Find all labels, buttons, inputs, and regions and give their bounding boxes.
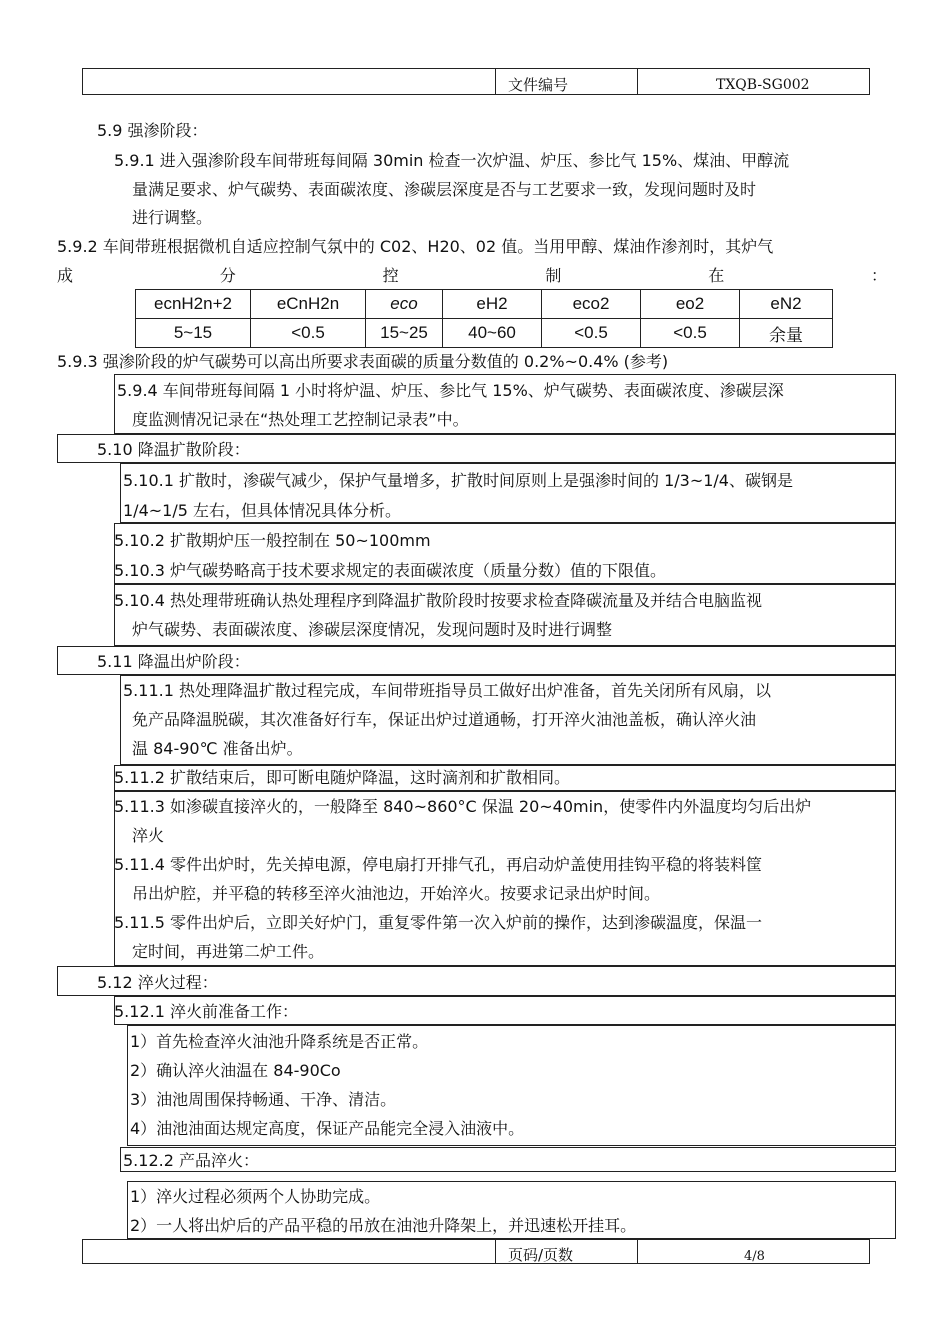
spread-char: ： <box>870 266 887 285</box>
header-divider-2 <box>637 68 638 95</box>
list-item: 4）油池油面达规定高度，保证产品能完全浸入油液中。 <box>130 1119 525 1138</box>
para-5-10-4-line2: 炉气碳势、表面碳浓度、渗碳层深度情况，发现问题时及时进行调整 <box>132 620 613 639</box>
para-5-11-4-line1: 5.11.4 零件出炉时，先关掉电源，停电扇打开排气孔，再启动炉盖使用挂钩平稳的将装料筐 <box>114 855 762 874</box>
table-header-cell: eN2 <box>740 290 833 319</box>
table-cell: 5~15 <box>136 319 251 348</box>
para-5-11-2: 5.11.2 扩散结束后，即可断电随炉降温，这时滴剂和扩散相同。 <box>114 768 570 787</box>
section-5-12-title: 5.12 淬火过程： <box>97 973 218 992</box>
table-header-cell: eH2 <box>443 290 542 319</box>
list-item: 1）淬火过程必须两个人协助完成。 <box>130 1187 381 1206</box>
doc-number-label: 文件编号 <box>508 76 569 94</box>
page-number-label: 页码/页数 <box>508 1246 574 1264</box>
para-5-11-1-line3: 温 84-90℃ 准备出炉。 <box>132 739 303 758</box>
list-item: 2）一人将出炉后的产品平稳的吊放在油池升降架上，并迅速松开挂耳。 <box>130 1216 637 1235</box>
section-5-11-title: 5.11 降温出炉阶段： <box>97 652 250 671</box>
para-5-10-2: 5.10.2 扩散期炉压一般控制在 50~100mm <box>114 531 431 550</box>
footer-divider-2 <box>637 1239 638 1264</box>
table-header-cell: ecnH2n+2 <box>136 290 251 319</box>
table-cell: 余量 <box>740 319 833 348</box>
list-item: 3）油池周围保持畅通、干净、清洁。 <box>130 1090 397 1109</box>
para-5-9-1-line1: 5.9.1 进入强渗阶段车间带班每间隔 30min 检查一次炉温、炉压、参比气 15%、煤油、甲醇流 <box>114 151 790 170</box>
para-5-9-1-line3: 进行调整。 <box>132 208 213 227</box>
table-cell: 15~25 <box>366 319 443 348</box>
footer-divider-1 <box>495 1239 496 1264</box>
para-5-10-3: 5.10.3 炉气碳势略高于技术要求规定的表面碳浓度（质量分数）值的下限值。 <box>114 561 666 580</box>
table-cell: <0.5 <box>251 319 366 348</box>
table-header-cell: eco2 <box>542 290 641 319</box>
gas-composition-table <box>135 289 833 348</box>
header-divider-1 <box>495 68 496 95</box>
list-item: 1）首先检查淬火油池升降系统是否正常。 <box>130 1032 429 1051</box>
section-5-10-title: 5.10 降温扩散阶段： <box>97 440 250 459</box>
doc-number-value: TXQB-SG002 <box>716 77 810 93</box>
table-header-cell: eo2 <box>641 290 740 319</box>
sub-5-12-1-title: 5.12.1 淬火前准备工作： <box>114 1002 298 1021</box>
spread-char: 分 <box>219 266 236 285</box>
para-5-11-1-line2: 免产品降温脱碳，其次准备好行车，保证出炉过道通畅，打开淬火油池盖板，确认淬火油 <box>132 710 757 729</box>
para-5-9-4-line1: 5.9.4 车间带班每间隔 1 小时将炉温、炉压、参比气 15%、炉气碳势、表面碳浓度、渗碳层深 <box>117 381 784 400</box>
table-header-cell: eCnH2n <box>251 290 366 319</box>
para-5-11-3-5-box <box>114 791 896 966</box>
spread-char: 控 <box>382 266 399 285</box>
table-header-row <box>136 290 833 319</box>
section-5-9-title: 5.9 强渗阶段： <box>97 121 208 140</box>
para-5-11-1-line1: 5.11.1 热处理降温扩散过程完成，车间带班指导员工做好出炉准备，首先关闭所有风扇，以 <box>123 681 771 700</box>
table-cell: 40~60 <box>443 319 542 348</box>
spread-char: 在 <box>708 266 725 285</box>
table-row <box>136 319 833 348</box>
para-5-11-3-line1: 5.11.3 如渗碳直接淬火的，一般降至 840~860°C 保温 20~40min，使零件内外温度均匀后出炉 <box>114 797 812 816</box>
list-item: 2）确认淬火油温在 84-90Co <box>130 1061 341 1080</box>
para-5-11-5-line1: 5.11.5 零件出炉后，立即关好炉门，重复零件第一次入炉前的操作，达到渗碳温度，保温一 <box>114 913 762 932</box>
table-cell: <0.5 <box>641 319 740 348</box>
para-5-10-4-line1: 5.10.4 热处理带班确认热处理程序到降温扩散阶段时按要求检查降碳流量及并结合电脑监视 <box>114 591 762 610</box>
spread-char: 制 <box>545 266 562 285</box>
table-cell: <0.5 <box>542 319 641 348</box>
para-5-11-3-line2: 淬火 <box>132 826 165 845</box>
para-5-10-1-line2: 1/4~1/5 左右，但具体情况具体分析。 <box>123 501 401 520</box>
para-5-9-1-line2: 量满足要求、炉气碳势、表面碳浓度、渗碳层深度是否与工艺要求一致，发现问题时及时 <box>132 180 757 199</box>
sub-5-12-2-title: 5.12.2 产品淬火： <box>123 1151 259 1170</box>
table-header-cell: eco <box>366 290 443 319</box>
para-5-9-2-line1: 5.9.2 车间带班根据微机自适应控制气氛中的 C02、H20、02 值。当用甲醇、煤油作渗剂时，其炉气 <box>57 237 774 256</box>
para-5-11-5-line2: 定时间，再进第二炉工件。 <box>132 942 325 961</box>
spread-char: 成 <box>57 266 74 285</box>
para-5-9-3: 5.9.3 强渗阶段的炉气碳势可以高出所要求表面碳的质量分数值的 0.2%~0.4% (参考) <box>57 352 669 371</box>
para-5-10-1-line1: 5.10.1 扩散时，渗碳气减少，保护气量增多，扩散时间原则上是强渗时间的 1/3~1/4、碳钢是 <box>123 471 793 490</box>
page-number-value: 4/8 <box>744 1249 765 1264</box>
para-5-11-4-line2: 吊出炉腔，并平稳的转移至淬火油池边，开始淬火。按要求记录出炉时间。 <box>132 884 661 903</box>
para-5-9-4-line2: 度监测情况记录在“热处理工艺控制记录表”中。 <box>132 410 469 429</box>
para-5-9-2-line2 <box>57 266 887 286</box>
